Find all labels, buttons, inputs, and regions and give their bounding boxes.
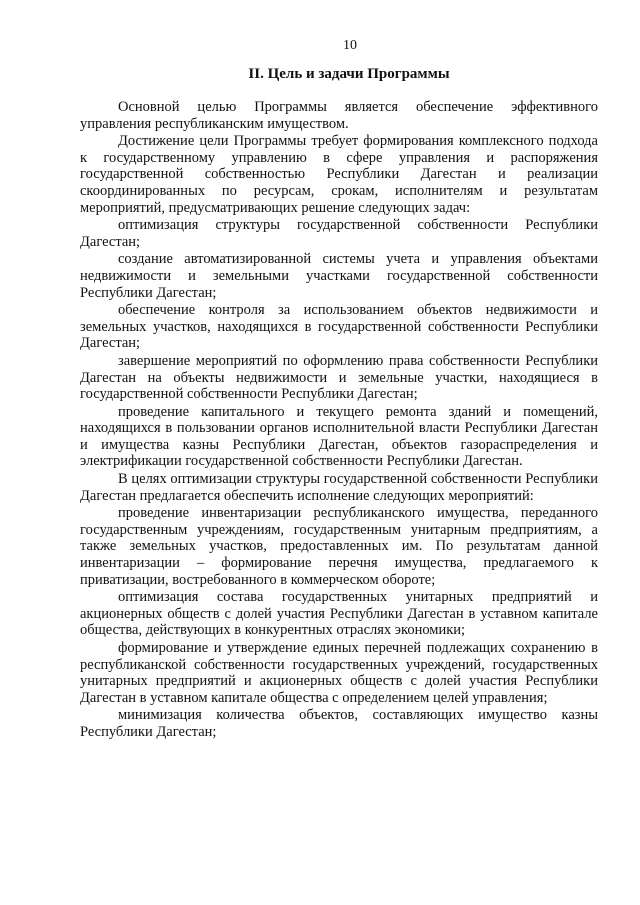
section-title: II. Цель и задачи Программы [248, 66, 450, 82]
task-item: обеспечение контроля за использованием объектов недвижимости и земельных участков, находящихся в государственной собственности Республики Дагестан; [80, 302, 598, 352]
measure-item: оптимизация состава государственных унитарных предприятий и акционерных обществ с долей участия Республики Дагестан в уставном капитале общества, действующих в конкурентных отраслях экономики; [80, 589, 598, 639]
task-item: оптимизация структуры государственной собственности Республики Дагестан; [80, 217, 598, 250]
section-body [80, 99, 598, 741]
paragraph-goal: Основной целью Программы является обеспечение эффективного управления республиканским имуществом. [80, 99, 598, 132]
measure-item: формирование и утверждение единых перечней подлежащих сохранению в республиканской собственности государственных учреждений, государственных унитарных предприятий и акционерных обществ с долей участия Республики Дагестан в уставном капитале общества с определением целей управления; [80, 640, 598, 706]
measure-item: минимизация количества объектов, составляющих имущество казны Республики Дагестан; [80, 707, 598, 740]
task-item: проведение капитального и текущего ремонта зданий и помещений, находящихся в пользовании органов исполнительной власти Республики Дагестан и имущества казны Республики Дагестан, объектов газораспределения и электрификации государственной собственности Республики Дагестан. [80, 403, 598, 470]
measure-item: проведение инвентаризации республиканского имущества, переданного государственным учреждениям, государственным унитарным предприятиям, а также земельных участков, предоставленных им. По результатам данной инвентаризации – формирование перечня имущества, предлагаемого к приватизации, востребованного в коммерческом обороте; [80, 505, 598, 588]
task-item: завершение мероприятий по оформлению права собственности Республики Дагестан на объекты недвижимости и земельные участки, находящиеся в государственной собственности Республики Дагестан; [80, 352, 598, 403]
paragraph-optimization-intro: В целях оптимизации структуры государственной собственности Республики Дагестан предлагается обеспечить исполнение следующих мероприятий: [80, 471, 598, 504]
page-number: 10 [343, 38, 357, 53]
task-item: создание автоматизированной системы учета и управления объектами недвижимости и земельными участками государственной собственности Республики Дагестан; [80, 251, 598, 301]
paragraph-approach: Достижение цели Программы требует формирования комплексного подхода к государственному управлению в сфере управления и распоряжения государственной собственностью Республики Дагестан и реализации скоординированных по ресурсам, срокам, исполнителям и результатам мероприятий, предусматривающих решение следующих задач: [80, 133, 598, 216]
